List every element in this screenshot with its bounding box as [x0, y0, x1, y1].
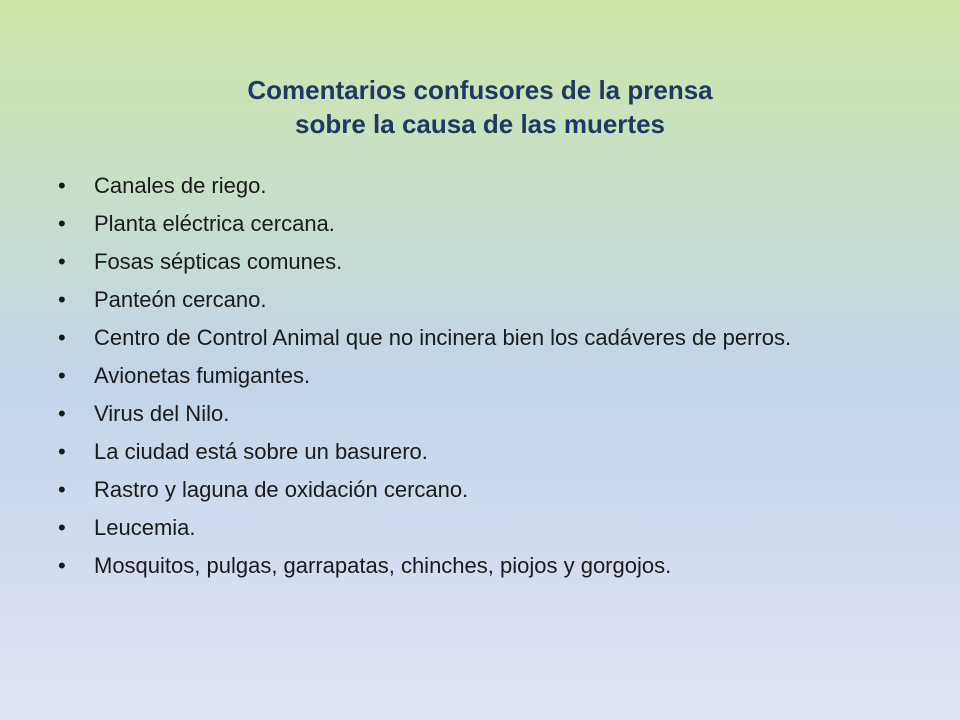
bullet-item: [56, 248, 886, 275]
bullet-item: [56, 286, 886, 313]
bullet-list: [56, 172, 886, 590]
bullet-text: Canales de riego.: [94, 173, 267, 198]
bullet-icon: •: [58, 211, 66, 236]
bullet-text: Fosas sépticas comunes.: [94, 249, 343, 274]
bullet-text: La ciudad está sobre un basurero.: [94, 439, 428, 464]
bullet-icon: •: [58, 477, 66, 502]
bullet-text: Panteón cercano.: [94, 287, 267, 312]
slide-title-line-2: sobre la causa de las muertes: [295, 109, 665, 140]
bullet-item: [56, 514, 886, 541]
bullet-item: [56, 476, 886, 503]
bullet-icon: •: [58, 249, 66, 274]
bullet-item: [56, 172, 886, 199]
bullet-icon: •: [58, 173, 66, 198]
bullet-icon: •: [58, 287, 66, 312]
bullet-text: Virus del Nilo.: [94, 401, 230, 426]
bullet-item: [56, 324, 886, 351]
bullet-icon: •: [58, 401, 66, 426]
bullet-text: Avionetas fumigantes.: [94, 363, 311, 388]
slide-title-line-1: Comentarios confusores de la prensa: [247, 75, 713, 106]
bullet-text: Mosquitos, pulgas, garrapatas, chinches, piojos y gorgojos.: [94, 553, 672, 578]
bullet-item: [56, 552, 886, 579]
bullet-item: [56, 438, 886, 465]
bullet-item: [56, 210, 886, 237]
bullet-text: Planta eléctrica cercana.: [94, 211, 335, 236]
bullet-icon: •: [58, 553, 66, 578]
bullet-text: Rastro y laguna de oxidación cercano.: [94, 477, 469, 502]
slide-title: [60, 73, 900, 141]
bullet-text: Leucemia.: [94, 515, 196, 540]
bullet-icon: •: [58, 325, 66, 350]
bullet-text: Centro de Control Animal que no incinera bien los cadáveres de perros.: [94, 325, 792, 350]
bullet-item: [56, 362, 886, 389]
bullet-icon: •: [58, 439, 66, 464]
bullet-icon: •: [58, 363, 66, 388]
bullet-icon: •: [58, 515, 66, 540]
bullet-item: [56, 400, 886, 427]
